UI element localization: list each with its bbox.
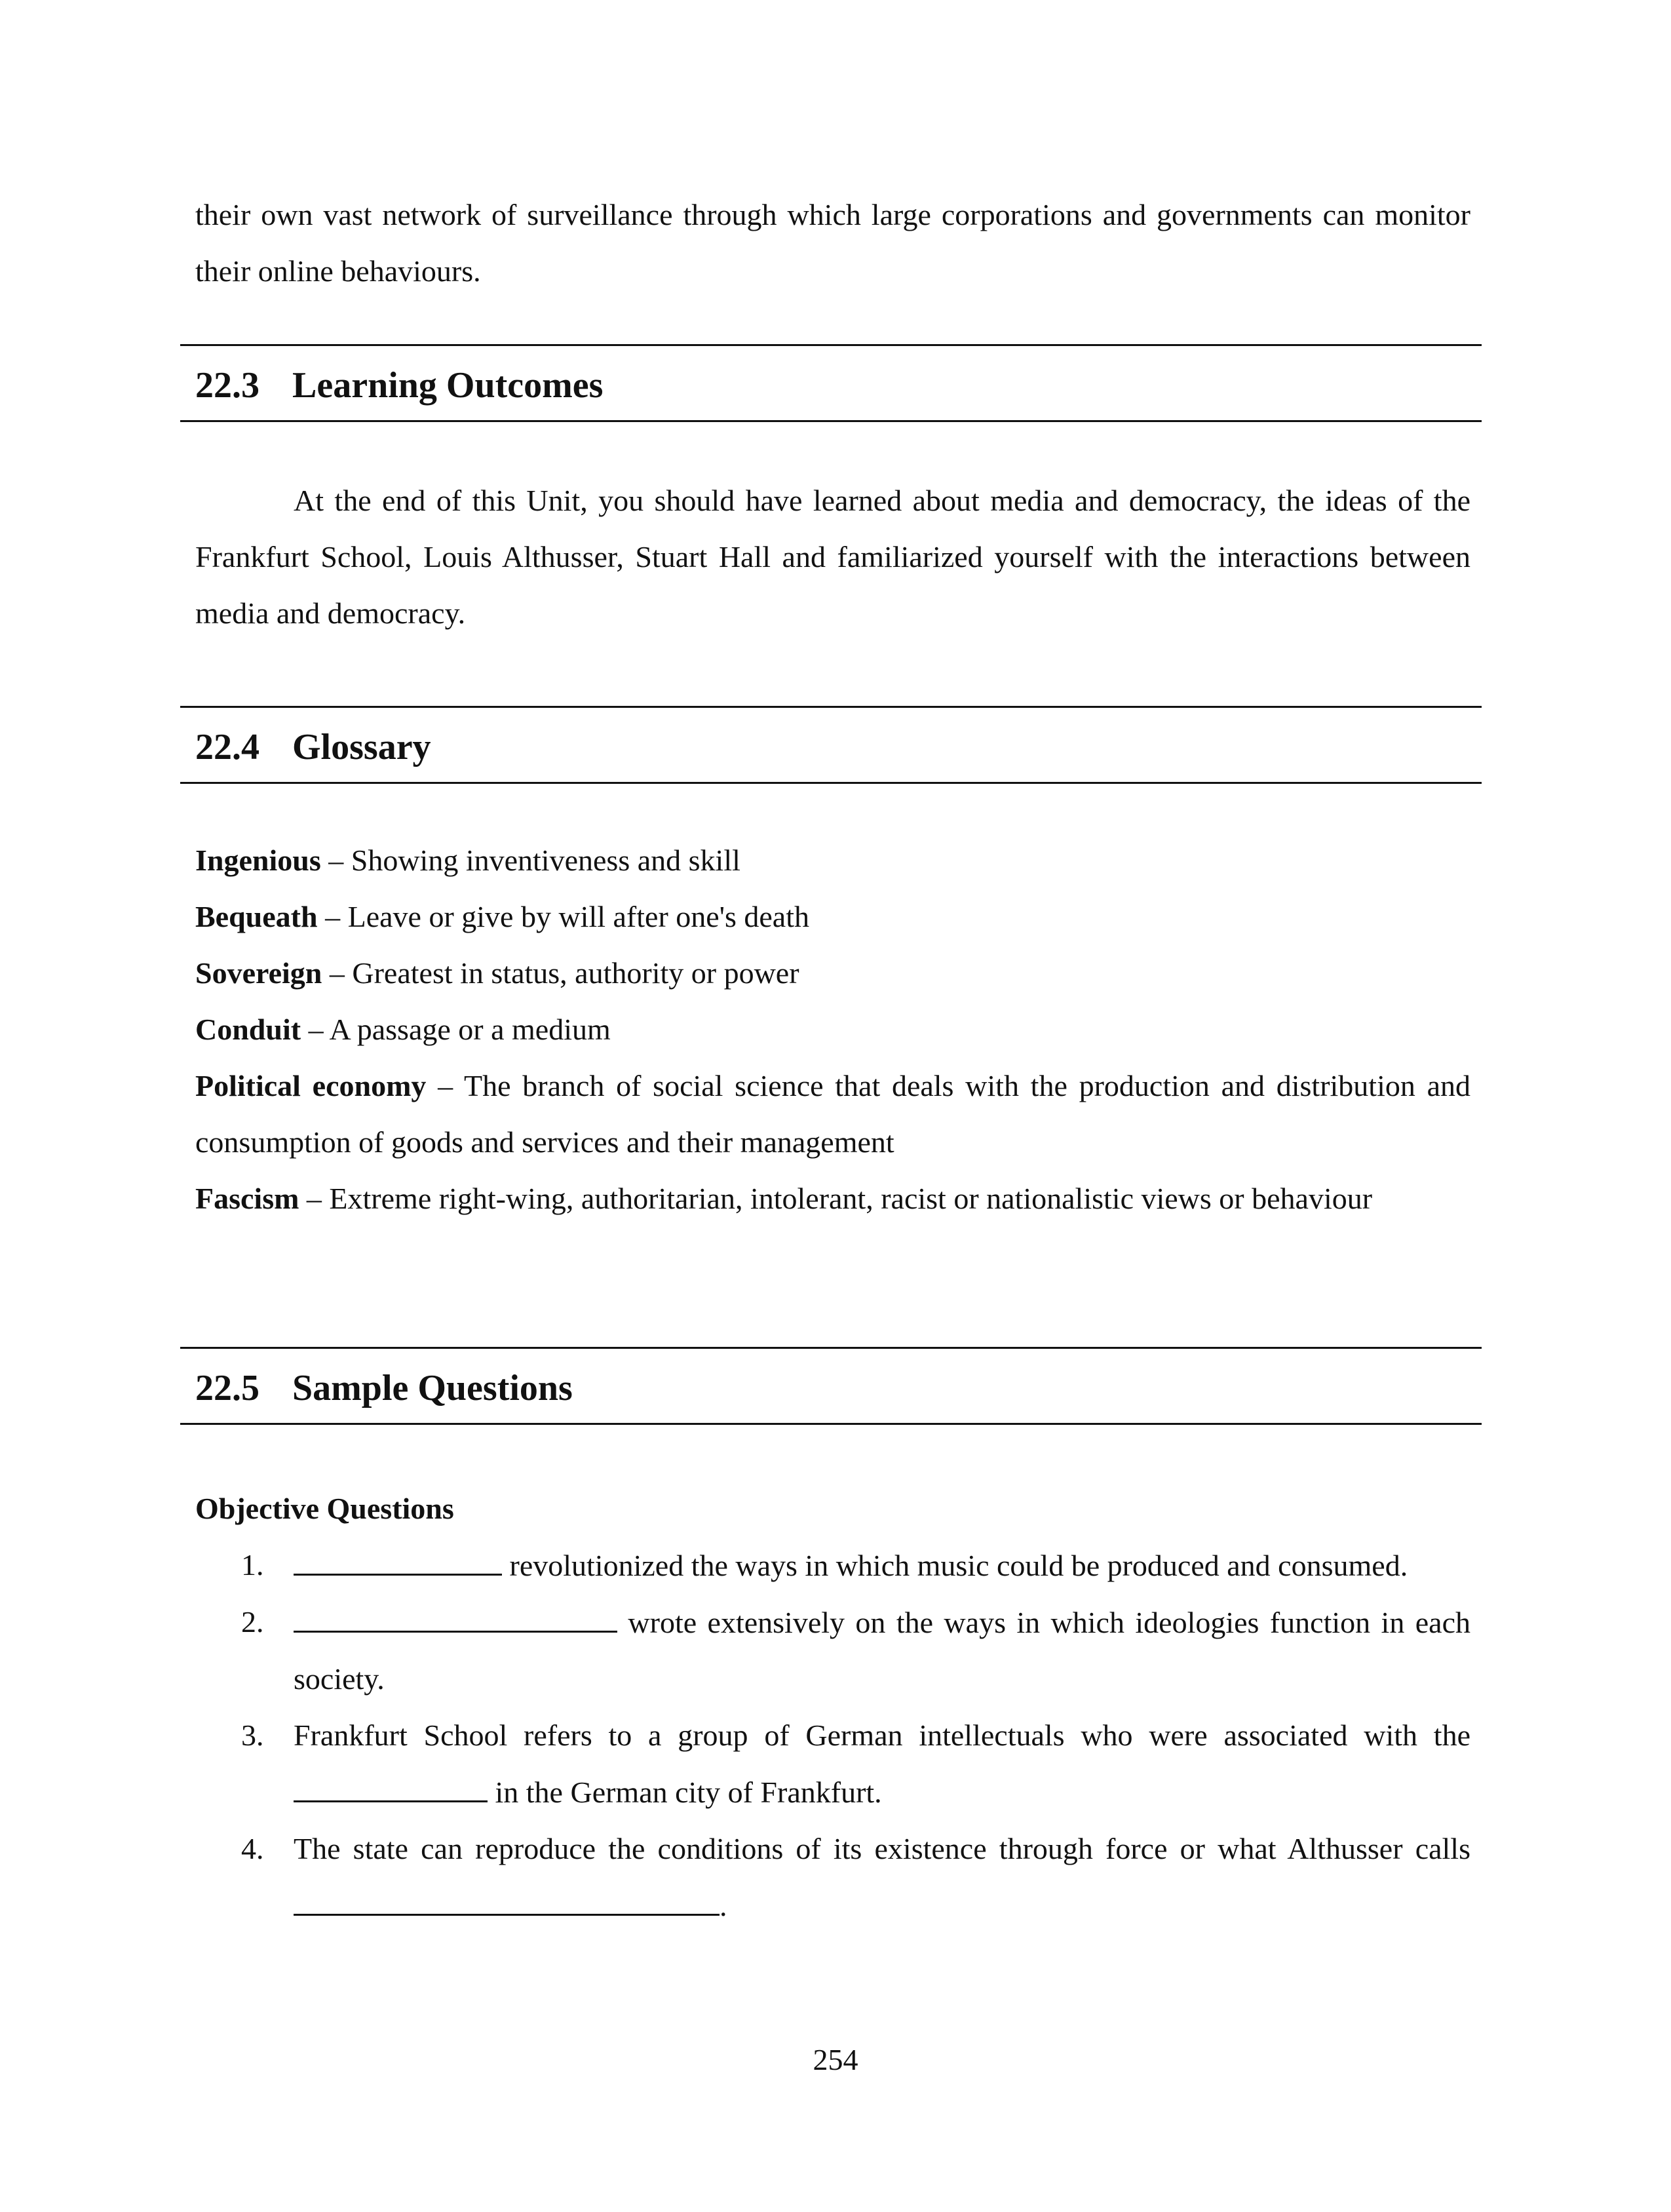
question-item xyxy=(195,1707,1470,1821)
glossary-term: Ingenious xyxy=(195,844,321,877)
question-number: 1. xyxy=(241,1548,264,1581)
glossary-entry xyxy=(195,889,1470,945)
glossary-definition: – Extreme right-wing, authoritarian, intolerant, racist or nationalistic views or behaviour xyxy=(299,1182,1373,1215)
objective-questions-list xyxy=(195,1537,1470,1934)
section-heading-glossary xyxy=(195,724,431,770)
glossary-term: Conduit xyxy=(195,1013,301,1046)
glossary-definition: – The branch of social science that deals with the production and distribution and consumption of goods and services and their management xyxy=(195,1069,1470,1159)
question-number: 3. xyxy=(241,1718,264,1752)
glossary-entry xyxy=(195,1058,1470,1171)
intro-paragraph: their own vast network of surveillance through which large corporations and governments can monitor their online behaviours. xyxy=(195,198,1470,288)
section-heading-learning-outcomes xyxy=(195,362,603,408)
question-text: in the German city of Frankfurt. xyxy=(488,1775,882,1809)
glossary-definition: – A passage or a medium xyxy=(301,1013,611,1046)
section-title: Glossary xyxy=(292,727,431,767)
section-rule-top xyxy=(180,344,1482,346)
answer-blank xyxy=(294,1764,488,1802)
section-rule-bottom xyxy=(180,420,1482,422)
section-title: Sample Questions xyxy=(292,1368,573,1408)
question-item xyxy=(195,1537,1470,1594)
answer-blank xyxy=(294,1594,617,1633)
glossary-entry xyxy=(195,1171,1470,1227)
question-item xyxy=(195,1594,1470,1707)
section-number: 22.4 xyxy=(195,727,259,767)
section-heading-sample-questions xyxy=(195,1365,573,1411)
section-rule-top xyxy=(180,706,1482,708)
section-rule-top xyxy=(180,1347,1482,1349)
answer-blank xyxy=(294,1537,502,1576)
learning-outcomes-paragraph: At the end of this Unit, you should have learned about media and democracy, the ideas of the Frankfurt School, Louis Althusser, Stuart Hall and familiarized yourself with the interactions between media and democracy. xyxy=(195,484,1470,630)
glossary-list xyxy=(195,832,1470,1227)
glossary-entry xyxy=(195,832,1470,889)
section-number: 22.5 xyxy=(195,1368,259,1408)
section-rule-bottom xyxy=(180,782,1482,784)
glossary-term: Sovereign xyxy=(195,956,322,990)
question-text: wrote extensively on the ways in which ideologies function in each society. xyxy=(294,1606,1470,1696)
glossary-definition: – Leave or give by will after one's death xyxy=(317,900,809,933)
glossary-term: Fascism xyxy=(195,1182,299,1215)
glossary-definition: – Greatest in status, authority or power xyxy=(322,956,799,990)
question-number: 2. xyxy=(241,1605,264,1639)
section-title: Learning Outcomes xyxy=(292,365,604,406)
glossary-term: Bequeath xyxy=(195,900,318,933)
section-rule-bottom xyxy=(180,1423,1482,1425)
question-item xyxy=(195,1821,1470,1934)
section-number: 22.3 xyxy=(195,365,259,406)
question-text: . xyxy=(720,1889,727,1922)
answer-blank xyxy=(294,1877,720,1916)
question-number: 4. xyxy=(241,1832,264,1865)
glossary-definition: – Showing inventiveness and skill xyxy=(320,844,740,877)
glossary-entry xyxy=(195,945,1470,1001)
glossary-entry xyxy=(195,1001,1470,1058)
page-number: 254 xyxy=(813,2043,858,2076)
objective-questions-heading: Objective Questions xyxy=(195,1492,454,1525)
glossary-term: Political economy xyxy=(195,1069,427,1102)
question-text: The state can reproduce the conditions of its existence through force or what Althusser calls xyxy=(294,1832,1470,1865)
question-text: Frankfurt School refers to a group of German intellectuals who were associated with the xyxy=(294,1718,1470,1752)
question-text: revolutionized the ways in which music could be produced and consumed. xyxy=(502,1549,1408,1582)
